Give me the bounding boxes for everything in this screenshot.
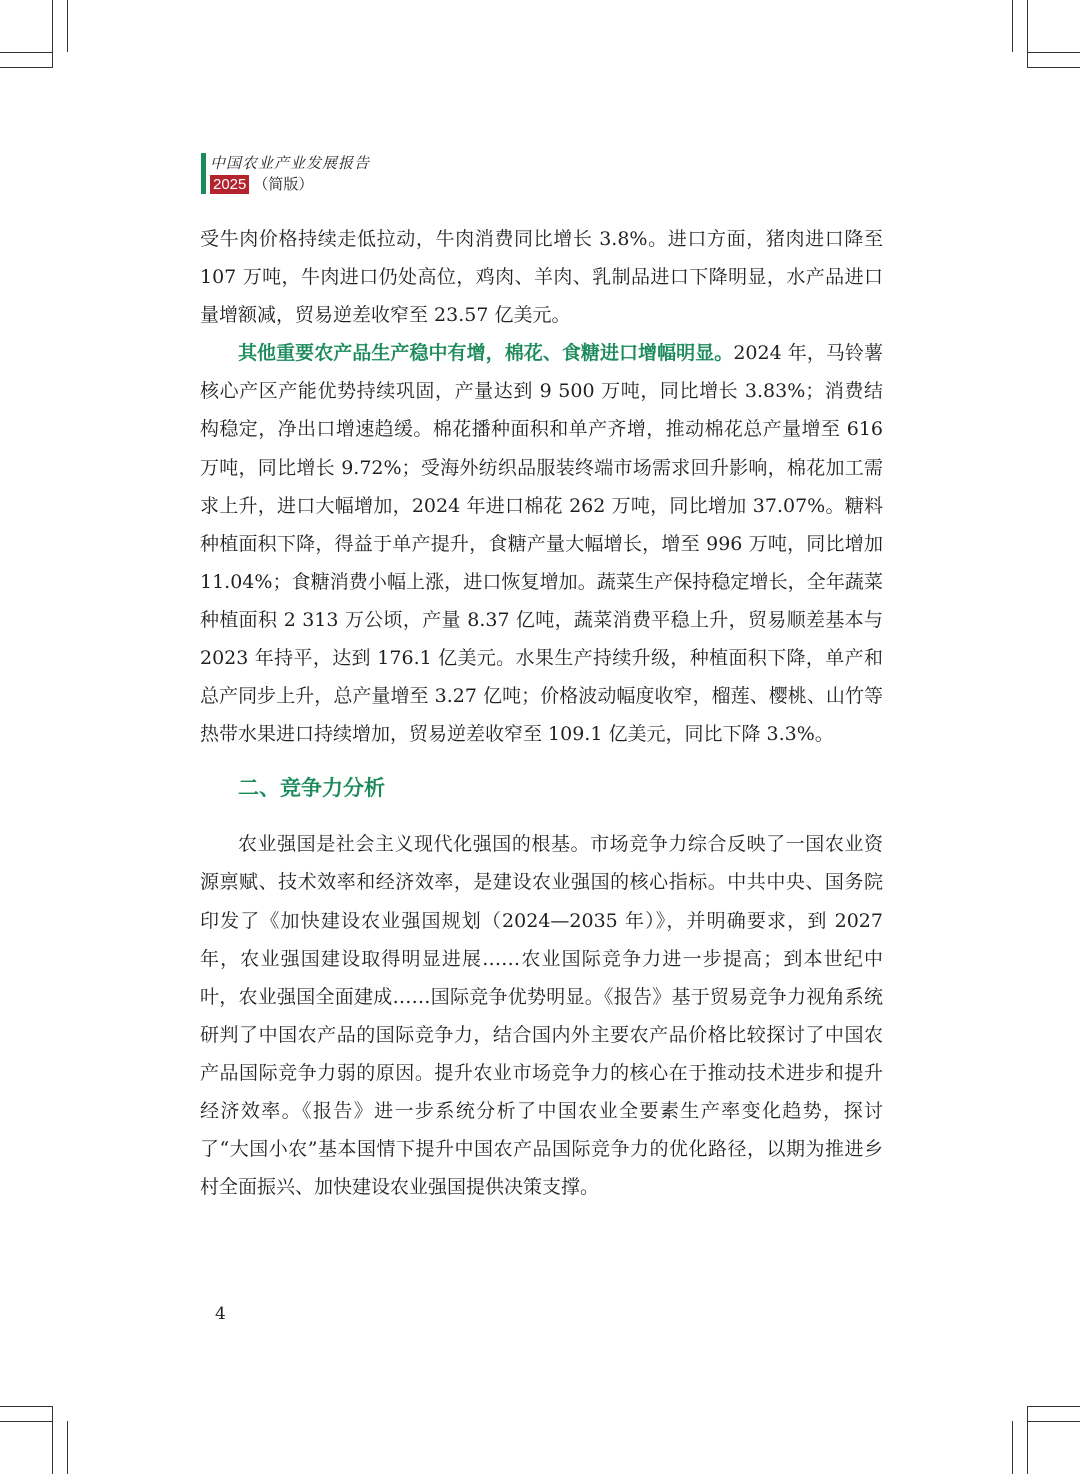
crop-mark-top-left-h2 bbox=[0, 67, 53, 68]
crop-mark-top-left-v2 bbox=[67, 0, 68, 52]
page-body bbox=[200, 220, 883, 1206]
report-year-badge: 2025 bbox=[210, 175, 249, 194]
crop-mark-bottom-left-h2 bbox=[0, 1421, 53, 1422]
paragraph-text: 受牛肉价格持续走低拉动，牛肉消费同比增长 3.8%。进口方面，猪肉进口降至 107 万吨，牛肉进口仍处高位，鸡肉、羊肉、乳制品进口下降明显，水产品进口量增额减，贸易逆差收窄至 23.57 亿美元。 bbox=[200, 228, 883, 327]
paragraph-text: 农业强国是社会主义现代化强国的根基。市场竞争力综合反映了一国农业资源禀赋、技术效率和经济效率，是建设农业强国的核心指标。中共中央、国务院印发了《加快建设农业强国规划（2024—2035 年）》，并明确要求，到 2027 年，农业强国建设取得明显进展……农业国际竞争力进一步提高；到本世纪中叶，农业强国全面建成……国际竞争优势明显。《报告》基于贸易竞争力视角系统研判了中国农产品的国际竞争力，结合国内外主要农产品价格比较探讨了中国农产品国际竞争力弱的原因。提升农业市场竞争力的核心在于推动技术进步和提升经济效率。《报告》进一步系统分析了中国农业全要素生产率变化趋势，探讨了“大国小农”基本国情下提升中国农产品国际竞争力的优化路径，以期为推进乡村全面振兴、加快建设农业强国提供决策支撑。 bbox=[200, 833, 883, 1199]
crop-mark-bottom-right-v bbox=[1027, 1406, 1028, 1474]
crop-mark-bottom-left-h bbox=[0, 1406, 53, 1407]
crop-mark-bottom-left-v bbox=[52, 1406, 53, 1474]
section-heading: 二、竞争力分析 bbox=[238, 776, 385, 801]
paragraph-lead-highlight: 其他重要农产品生产稳中有增，棉花、食糖进口增幅明显。 bbox=[238, 342, 734, 365]
crop-mark-top-right-v bbox=[1027, 0, 1028, 68]
crop-mark-bottom-right-h bbox=[1027, 1406, 1080, 1407]
crop-mark-bottom-right-v2 bbox=[1012, 1421, 1013, 1474]
paragraph-competitiveness bbox=[200, 825, 883, 1206]
running-header bbox=[201, 153, 370, 194]
crop-mark-bottom-left-v2 bbox=[67, 1421, 68, 1474]
report-title: 中国农业产业发展报告 bbox=[210, 154, 371, 172]
crop-mark-top-right-v2 bbox=[1012, 0, 1013, 52]
header-text bbox=[210, 153, 370, 194]
crop-mark-bottom-right-h2 bbox=[1027, 1421, 1080, 1422]
crop-mark-top-left-h bbox=[0, 52, 53, 53]
header-accent-bar bbox=[201, 153, 206, 194]
paragraph-other-products bbox=[200, 334, 883, 753]
page-number: 4 bbox=[215, 1304, 226, 1324]
crop-mark-top-left-v bbox=[52, 0, 53, 68]
crop-mark-top-right-h bbox=[1027, 52, 1080, 53]
crop-mark-top-right-h2 bbox=[1027, 67, 1080, 68]
header-subline bbox=[210, 175, 370, 194]
report-edition: （简版） bbox=[253, 175, 314, 193]
paragraph-continuation bbox=[200, 220, 883, 334]
paragraph-text: 2024 年，马铃薯核心产区产能优势持续巩固，产量达到 9 500 万吨，同比增长 3.83%；消费结构稳定，净出口增速趋缓。棉花播种面积和单产齐增，推动棉花总产量增至 616 万吨，同比增长 9.72%；受海外纺织品服装终端市场需求回升影响，棉花加工需求上升，进口大幅增加，2024 年进口棉花 262 万吨，同比增加 37.07%。糖料种植面积下降，得益于单产提升，食糖产量大幅增长，增至 996 万吨，同比增加 11.04%；食糖消费小幅上涨，进口恢复增加。蔬菜生产保持稳定增长，全年蔬菜种植面积 2 313 万公顷，产量 8.37 亿吨，蔬菜消费平稳上升，贸易顺差基本与 2023 年持平，达到 176.1 亿美元。水果生产持续升级，种植面积下降，单产和总产同步上升，总产量增至 3.27 亿吨；价格波动幅度收窄，榴莲、樱桃、山竹等热带水果进口持续增加，贸易逆差收窄至 109.1 亿美元，同比下降 3.3%。 bbox=[200, 342, 883, 746]
